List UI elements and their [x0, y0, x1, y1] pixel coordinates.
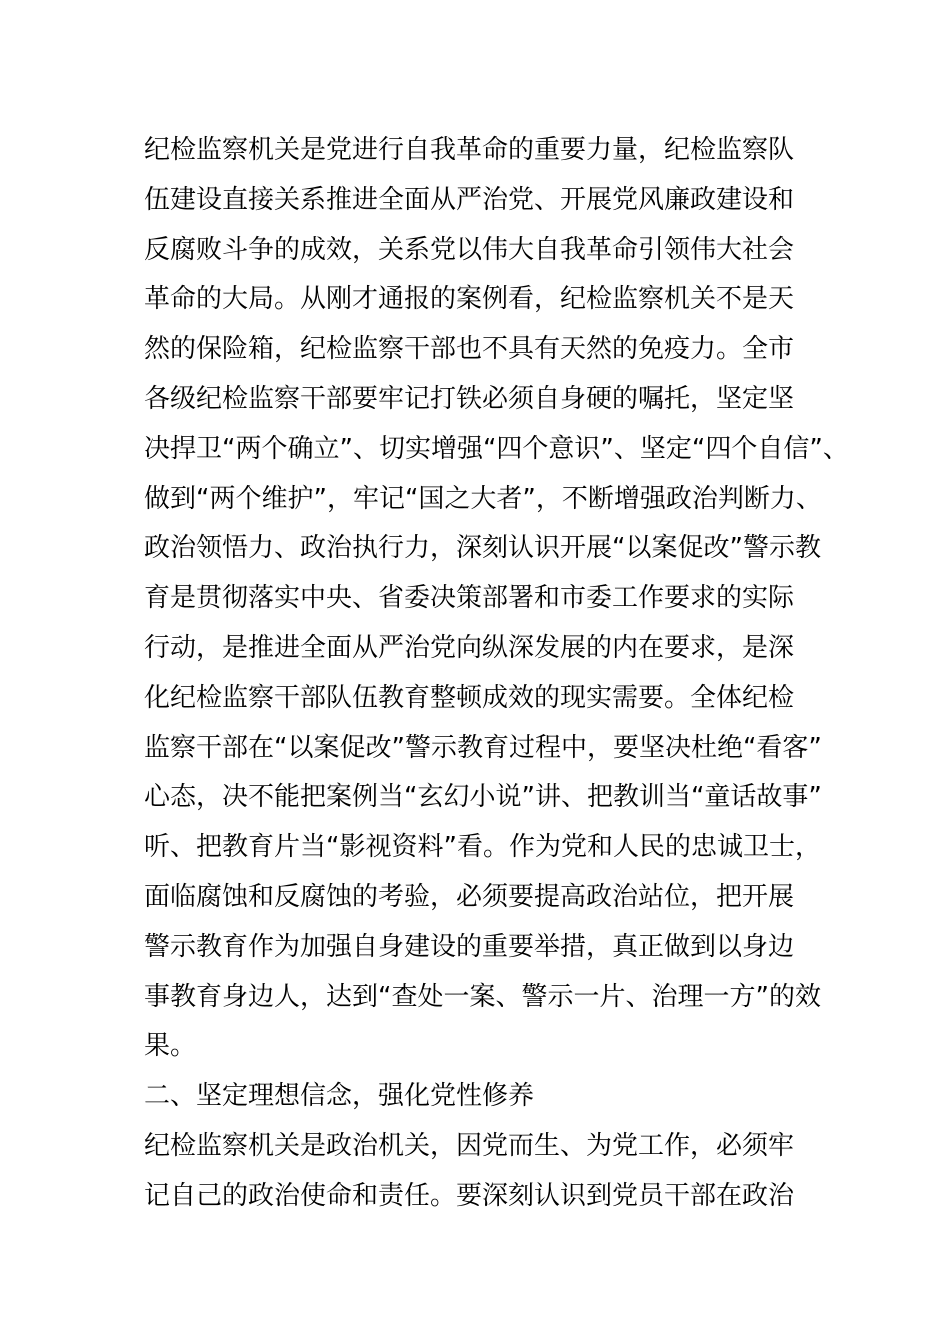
text-line: 纪检监察机关是党进行自我革命的重要力量，纪检监察队 — [144, 135, 795, 165]
text-line: 行动，是推进全面从严治党向纵深发展的内在要求，是深 — [144, 632, 795, 663]
text-line: 果。 — [144, 1031, 197, 1062]
text-line: 做到“两个维护”，牢记“国之大者”，不断增强政治判断力、 — [144, 483, 822, 514]
text-line: 化纪检监察干部队伍教育整顿成效的现实需要。全体纪检 — [144, 682, 795, 713]
text-line: 记自己的政治使命和责任。要深刻认识到党员干部在政治 — [144, 1180, 795, 1211]
text-line: 各级纪检监察干部要牢记打铁必须自身硬的嘱托，坚定坚 — [144, 383, 795, 414]
text-line: 纪检监察机关是政治机关，因党而生、为党工作，必须牢 — [144, 1130, 795, 1161]
text-line: 育是贯彻落实中央、省委决策部署和市委工作要求的实际 — [144, 583, 795, 614]
text-line: 警示教育作为加强自身建设的重要举措，真正做到以身边 — [144, 931, 795, 962]
text-line: 听、把教育片当“影视资料”看。作为党和人民的忠诚卫士， — [144, 832, 821, 863]
text-line: 事教育身边人，达到“查处一案、警示一片、治理一方”的效 — [144, 981, 821, 1012]
text-line: 革命的大局。从刚才通报的案例看，纪检监察机关不是天 — [144, 284, 795, 315]
text-line: 反腐败斗争的成效，关系党以伟大自我革命引领伟大社会 — [144, 234, 795, 265]
text-line: 伍建设直接关系推进全面从严治党、开展党风廉政建设和 — [144, 184, 795, 215]
text-line: 决捍卫“两个确立”、切实增强“四个意识”、坚定“四个自信”、 — [144, 433, 849, 464]
text-line: 然的保险箱，纪检监察干部也不具有天然的免疫力。全市 — [144, 334, 795, 365]
text-line: 心态，决不能把案例当“玄幻小说”讲、把教训当“童话故事” — [144, 782, 822, 813]
text-line: 监察干部在“以案促改”警示教育过程中，要坚决杜绝“看客” — [144, 732, 822, 763]
text-line: 面临腐蚀和反腐蚀的考验，必须要提高政治站位，把开展 — [144, 881, 795, 912]
section-heading: 二、坚定理想信念，强化党性修养 — [144, 1081, 535, 1112]
body-text — [144, 126, 849, 1222]
text-line: 政治领悟力、政治执行力，深刻认识开展“以案促改”警示教 — [144, 533, 821, 564]
